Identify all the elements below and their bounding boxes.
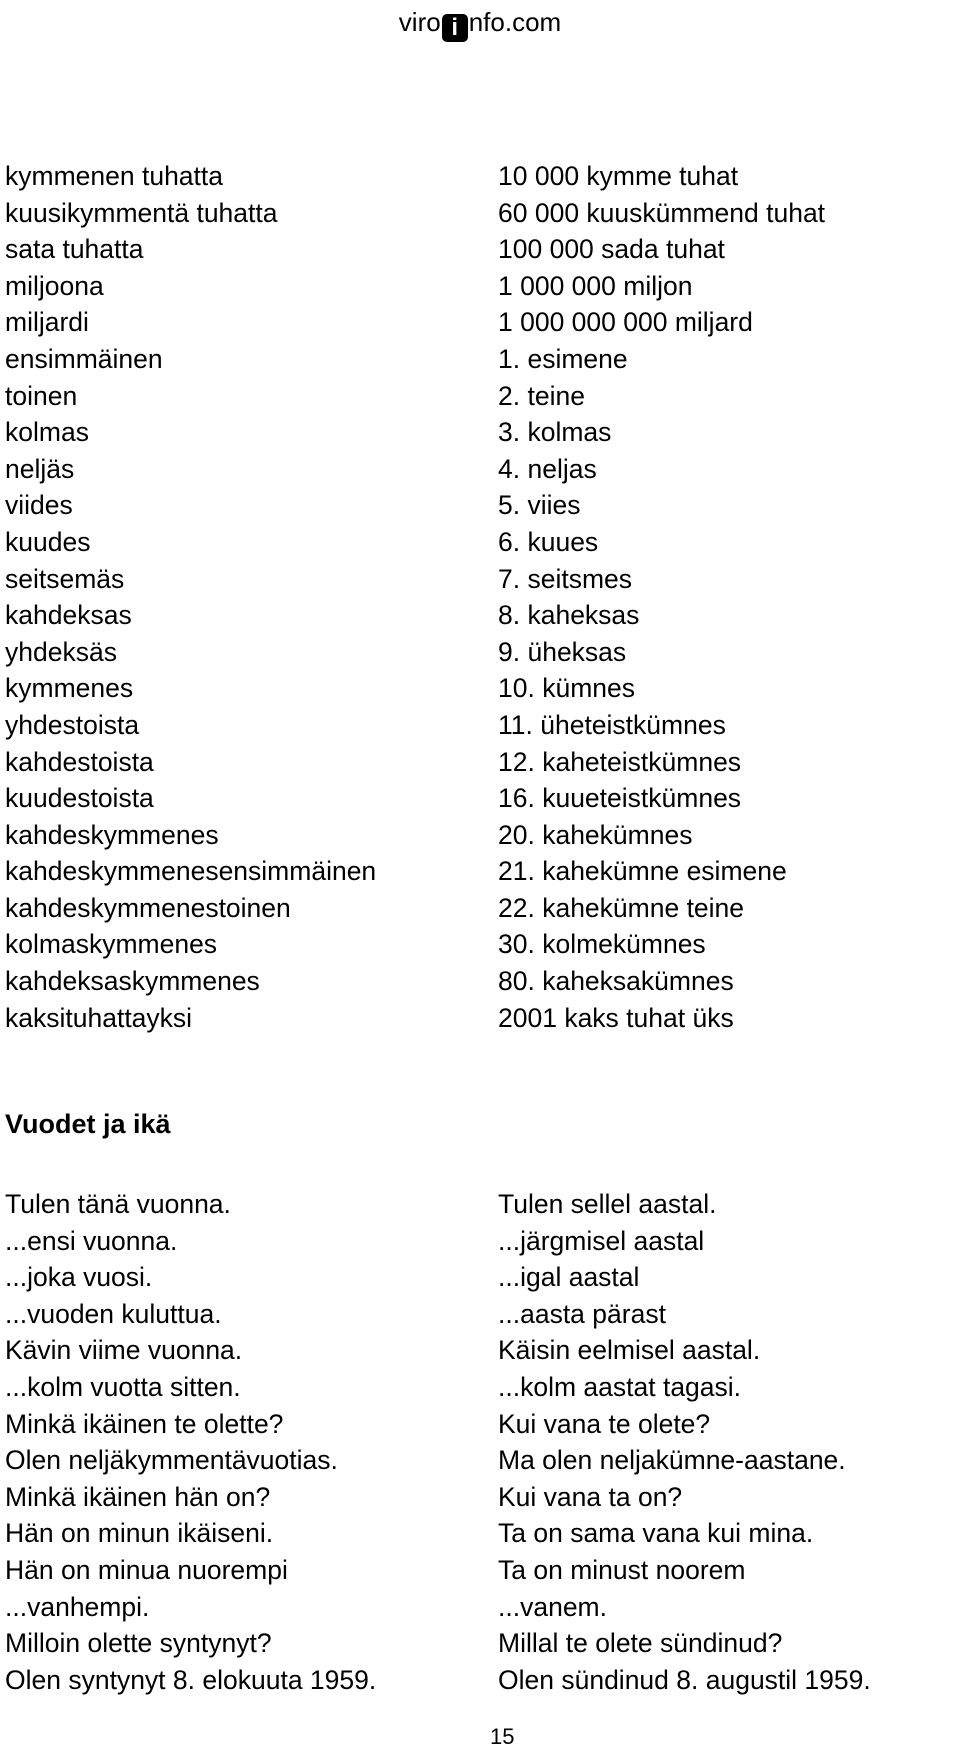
finnish-number-line: kymmenen tuhatta xyxy=(5,161,224,191)
finnish-number-line: kahdeksaskymmenes xyxy=(5,966,260,997)
finnish-number-line: miljardi xyxy=(5,307,89,338)
estonian-number-line: 2001 kaks tuhat üks xyxy=(498,1002,734,1033)
finnish-phrase-line: Milloin olette syntynyt? xyxy=(5,1628,272,1659)
finnish-number-line: seitsemäs xyxy=(5,563,125,594)
finnish-number-line: miljoona xyxy=(5,270,104,301)
estonian-phrase-line: Ta on minust noorem xyxy=(498,1554,746,1585)
finnish-number-line: kymmenes xyxy=(5,673,134,704)
estonian-number-line: 80. kaheksakümnes xyxy=(498,966,734,997)
estonian-numbers-column xyxy=(498,158,825,1036)
estonian-number-line: 60 000 kuuskümmend tuhat xyxy=(498,197,826,228)
page-number: 15 xyxy=(490,1724,515,1749)
finnish-phrase-line: Hän on minua nuorempi xyxy=(5,1554,288,1585)
estonian-number-line: 20. kahekümnes xyxy=(498,819,693,850)
estonian-number-line: 6. kuues xyxy=(498,526,599,557)
estonian-phrase-line: ...vanem. xyxy=(498,1591,607,1622)
finnish-phrase-line: Kävin viime vuonna. xyxy=(5,1335,243,1366)
estonian-phrase-line: Kui vana ta on? xyxy=(498,1481,683,1512)
estonian-phrase-line: Ma olen neljakümne-aastane. xyxy=(498,1445,846,1476)
finnish-phrase-line: ...vuoden kuluttua. xyxy=(5,1298,222,1329)
finnish-number-line: toinen xyxy=(5,380,78,411)
finnish-phrase-line: ...kolm vuotta sitten. xyxy=(5,1371,241,1402)
finnish-number-line: kahdeskymmenesensimmäinen xyxy=(5,856,377,887)
finnish-phrase-line: Minkä ikäinen te olette? xyxy=(5,1408,284,1439)
finnish-numbers-column xyxy=(5,158,376,1036)
estonian-phrase-line: ...järgmisel aastal xyxy=(498,1225,705,1256)
estonian-number-line: 16. kuueteistkümnes xyxy=(498,783,742,814)
estonian-number-line: 7. seitsmes xyxy=(498,563,633,594)
estonian-number-line: 10 000 kymme tuhat xyxy=(498,161,739,191)
info-logo-icon: i xyxy=(442,14,468,42)
finnish-phrase-line: Olen syntynyt 8. elokuuta 1959. xyxy=(5,1664,377,1695)
site-name-suffix: nfo.com xyxy=(468,7,562,37)
estonian-number-line: 1 000 000 miljon xyxy=(498,270,693,301)
estonian-number-line: 2. teine xyxy=(498,380,585,411)
estonian-number-line: 9. üheksas xyxy=(498,636,627,667)
estonian-phrase-line: Olen sündinud 8. augustil 1959. xyxy=(498,1664,871,1695)
estonian-phrase-line: ...aasta pärast xyxy=(498,1298,666,1329)
estonian-phrase-line: ...kolm aastat tagasi. xyxy=(498,1371,742,1402)
finnish-number-line: kahdeksas xyxy=(5,600,132,631)
finnish-phrase-line: Minkä ikäinen hän on? xyxy=(5,1481,271,1512)
finnish-phrase-line: Hän on minun ikäiseni. xyxy=(5,1518,274,1549)
estonian-number-line: 12. kaheteistkümnes xyxy=(498,746,742,777)
finnish-number-line: kaksituhattayksi xyxy=(5,1002,193,1033)
finnish-number-line: yhdeksäs xyxy=(5,636,117,667)
estonian-phrases-column xyxy=(498,1186,871,1698)
finnish-number-line: kolmas xyxy=(5,417,89,448)
finnish-phrase-line: ...vanhempi. xyxy=(5,1591,150,1622)
estonian-number-line: 3. kolmas xyxy=(498,417,612,448)
estonian-number-line: 10. kümnes xyxy=(498,673,635,704)
estonian-phrase-line: ...igal aastal xyxy=(498,1262,640,1293)
estonian-number-line: 1. esimene xyxy=(498,343,628,374)
estonian-number-line: 100 000 sada tuhat xyxy=(498,234,725,265)
finnish-number-line: sata tuhatta xyxy=(5,234,144,265)
section-title: Vuodet ja ikä xyxy=(5,1109,171,1139)
finnish-number-line: kahdeskymmenestoinen xyxy=(5,892,291,923)
estonian-number-line: 8. kaheksas xyxy=(498,600,640,631)
finnish-number-line: kahdestoista xyxy=(5,746,154,777)
finnish-number-line: kuudestoista xyxy=(5,783,154,814)
site-name-prefix: viro xyxy=(398,7,441,37)
finnish-number-line: ensimmäinen xyxy=(5,343,163,374)
finnish-phrases-column xyxy=(5,1186,376,1698)
estonian-number-line: 1 000 000 000 miljard xyxy=(498,307,753,338)
finnish-phrase-line: ...joka vuosi. xyxy=(5,1262,153,1293)
estonian-number-line: 11. üheteistkümnes xyxy=(498,709,726,740)
estonian-number-line: 22. kahekümne teine xyxy=(498,892,745,923)
estonian-number-line: 5. viies xyxy=(498,490,581,521)
finnish-number-line: viides xyxy=(5,490,73,521)
finnish-number-line: kuudes xyxy=(5,526,91,557)
estonian-phrase-line: Tulen sellel aastal. xyxy=(498,1189,717,1219)
finnish-number-line: kolmaskymmenes xyxy=(5,929,218,960)
finnish-phrase-line: Olen neljäkymmentävuotias. xyxy=(5,1445,338,1476)
finnish-number-line: yhdestoista xyxy=(5,709,140,740)
estonian-number-line: 4. neljas xyxy=(498,453,597,484)
estonian-phrase-line: Millal te olete sündinud? xyxy=(498,1628,783,1659)
estonian-number-line: 30. kolmekümnes xyxy=(498,929,706,960)
finnish-number-line: neljäs xyxy=(5,453,75,484)
estonian-phrase-line: Käisin eelmisel aastal. xyxy=(498,1335,761,1366)
finnish-phrase-line: Tulen tänä vuonna. xyxy=(5,1189,231,1219)
finnish-number-line: kahdeskymmenes xyxy=(5,819,219,850)
estonian-number-line: 21. kahekümne esimene xyxy=(498,856,787,887)
site-header xyxy=(0,4,960,42)
estonian-phrase-line: Ta on sama vana kui mina. xyxy=(498,1518,814,1549)
finnish-number-line: kuusikymmentä tuhatta xyxy=(5,197,278,228)
estonian-phrase-line: Kui vana te olete? xyxy=(498,1408,711,1439)
finnish-phrase-line: ...ensi vuonna. xyxy=(5,1225,178,1256)
